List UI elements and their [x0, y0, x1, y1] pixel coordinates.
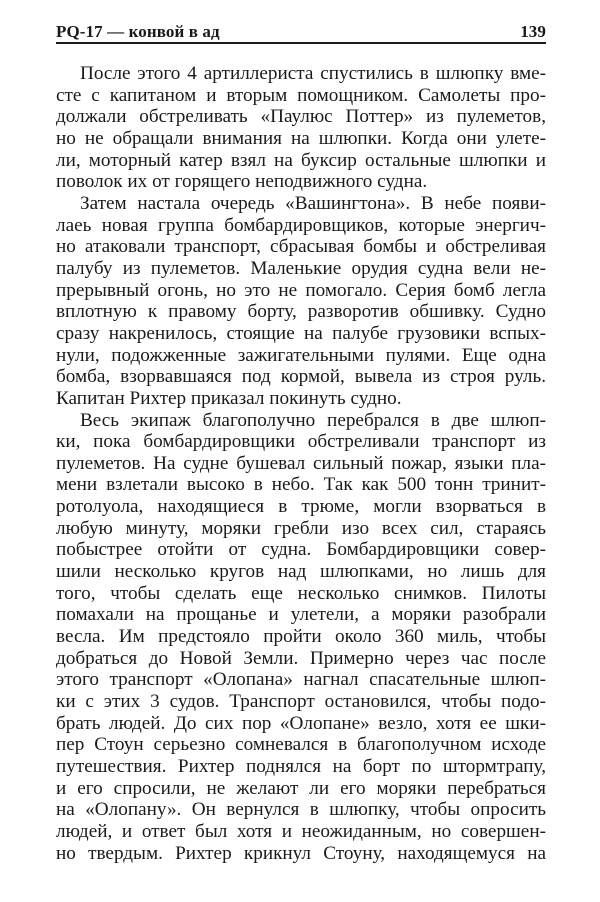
text-line: любую минуту, моряки гребли изо всех сил, стараясь: [56, 517, 546, 539]
text-line: нули, подожженные зажигательными пулями. Еще одна: [56, 344, 546, 366]
text-line: пулеметов. На судне бушевал сильный пожар, языки пла-: [56, 452, 546, 474]
text-line: шили несколько кругов над шлюпками, но лишь для: [56, 561, 546, 583]
text-line: на «Олопану». Он вернулся в шлюпку, чтобы опросить: [56, 799, 546, 821]
text-line: этого транспорт «Олопана» нагнал спасательные шлюп-: [56, 669, 546, 691]
text-line: поволок их от горящего неподвижного судна.: [56, 171, 428, 193]
text-line: ротолуола, находящиеся в трюме, могли взорваться в: [56, 496, 546, 518]
running-title: PQ-17 — конвой в ад: [56, 22, 220, 41]
text-line: Затем настала очередь «Вашингтона». В небе появи-: [80, 192, 546, 214]
text-line: Капитан Рихтер приказал покинуть судно.: [56, 387, 402, 409]
running-header: [56, 16, 546, 42]
text-line: ки с этих 3 судов. Транспорт остановился, чтобы подо-: [56, 691, 546, 713]
page-number: 139: [520, 22, 546, 41]
paragraph-2: [56, 193, 546, 410]
text-line: должали обстреливать «Паулюс Поттер» из пулеметов,: [56, 106, 546, 128]
text-line: и его спросили, не желают ли его моряки перебраться: [56, 777, 546, 799]
text-line: путешествия. Рихтер поднялся на борт по штормтрапу,: [56, 756, 546, 777]
paragraph-1: [56, 63, 546, 193]
text-line: мени взлетали высоко в небо. Так как 500 тонн тринит-: [56, 474, 546, 496]
paragraph-3: [56, 410, 546, 865]
text-line: прерывный огонь, но это не помогало. Серия бомб легла: [56, 279, 546, 301]
header-rule: [56, 42, 546, 44]
text-line: бомба, взорвавшаяся под кормой, вывела из строя руль.: [56, 366, 546, 388]
text-line: ки, пока бомбардировщики обстреливали транспорт из: [56, 431, 546, 453]
text-line: ли, моторный катер взял на буксир остальные шлюпки и: [56, 149, 546, 171]
text-line: лаеь новая группа бомбардировщиков, которые энергич-: [56, 214, 546, 236]
text-line: После этого 4 артиллериста спустились в шлюпку вме-: [80, 63, 546, 84]
text-line: сразу накренилось, стоящие на палубе грузовики вспых-: [56, 322, 546, 344]
text-line: но твердым. Рихтер крикнул Стоуну, находящемуся на: [56, 842, 546, 864]
text-line: людей, и ответ был хотя и неожиданным, но совершен-: [56, 820, 546, 842]
text-line: Весь экипаж благополучно перебрался в две шлюп-: [80, 409, 546, 431]
text-line: вплотную к правому борту, разворотив обшивку. Судно: [56, 301, 546, 323]
text-line: сте с капитаном и вторым помощником. Самолеты про-: [56, 84, 546, 106]
text-line: того, чтобы сделать еще несколько снимков. Пилоты: [56, 582, 546, 604]
text-line: добраться до Новой Земли. Примерно через час после: [56, 647, 546, 669]
text-line: палубу из пулеметов. Маленькие орудия судна вели не-: [56, 257, 546, 279]
text-line: но не обращали внимания на шлюпки. Когда они улете-: [56, 127, 546, 149]
text-line: но атаковали транспорт, сбрасывая бомбы и обстреливая: [56, 236, 546, 258]
text-line: брать людей. До сих пор «Олопане» везло, хотя ее шки-: [56, 712, 546, 734]
body-text: [56, 63, 546, 864]
text-line: весла. Им предстояло пройти около 360 миль, чтобы: [56, 626, 546, 648]
text-line: помахали на прощанье и улетели, а моряки разобрали: [56, 604, 546, 626]
text-line: побыстрее отойти от судна. Бомбардировщики совер-: [56, 539, 546, 561]
text-line: пер Стоун серьезно сомневался в благополучном исходе: [56, 734, 546, 756]
